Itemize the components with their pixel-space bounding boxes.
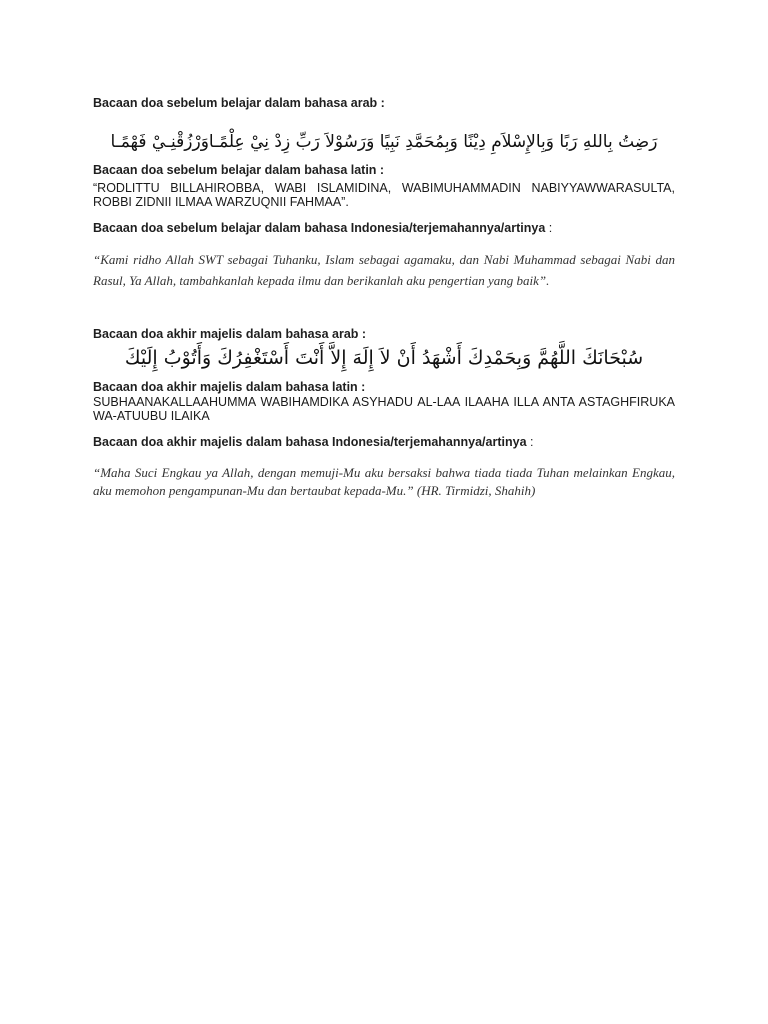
before-latin-heading: Bacaan doa sebelum belajar dalam bahasa latin : [93,163,385,177]
before-indonesia-heading-suffix: : [545,221,553,235]
before-arab-text: رَضِتُ بِاللهِ رَبًا وَبِالإِسْلاَمِ دِيْنًا وَبِمُحَمَّدِ نَبِيًا وَرَسُوْلاَ رَبِّ زِدْ نِيْ عِلْمًـاوَرْزُقْنِـيْ فَهْمًـا [110,132,658,152]
after-indonesia-heading-suffix: : [526,435,534,449]
after-indonesia-heading-label: Bacaan doa akhir majelis dalam bahasa Indonesia/terjemahannya/artinya [93,435,527,449]
before-indonesia-text: “Kami ridho Allah SWT sebagai Tuhanku, Islam sebagai agamaku, dan Nabi Muhammad sebagai Nabi dan Rasul, Ya Allah, tambahkanlah kepada ilmu dan berikanlah aku pengertian yang baik”. [93,252,675,288]
after-arab-heading: Bacaan doa akhir majelis dalam bahasa arab : [93,327,367,341]
before-indonesia-heading-label: Bacaan doa sebelum belajar dalam bahasa Indonesia/terjemahannya/artinya [93,221,546,235]
document-page [93,96,675,500]
before-arab-heading: Bacaan doa sebelum belajar dalam bahasa arab : [93,96,385,110]
before-latin-text: “RODLITTU BILLAHIROBBA, WABI ISLAMIDINA, WABIMUHAMMADIN NABIYYAWWARASULTA, ROBBI ZIDNII ILMAA WARZUQNII FAHMAA”. [93,181,675,209]
after-latin-heading: Bacaan doa akhir majelis dalam bahasa latin : [93,380,366,394]
before-indonesia-heading [93,221,675,236]
after-arab-text: سُبْحَانَكَ اللَّهُمَّ وَبِحَمْدِكَ أَشْهَدُ أَنْ لاَ إِلَهَ إِلاَّ أَنْتَ أَسْتَغْفِرُكَ وَأَتُوْبُ إِلَيْكَ [124,347,644,369]
after-indonesia-text: “Maha Suci Engkau ya Allah, dengan memuji-Mu aku bersaksi bahwa tiada tiada Tuhan melainkan Engkau, aku memohon pengampunan-Mu dan bertaubat kepada-Mu.” (HR. Tirmidzi, Shahih) [93,465,675,498]
after-indonesia-heading [93,435,675,450]
after-latin-text: SUBHAANAKALLAAHUMMA WABIHAMDIKA ASYHADU AL-LAA ILAAHA ILLA ANTA ASTAGHFIRUKA WA-ATUUBU ILAIKA [93,395,675,423]
